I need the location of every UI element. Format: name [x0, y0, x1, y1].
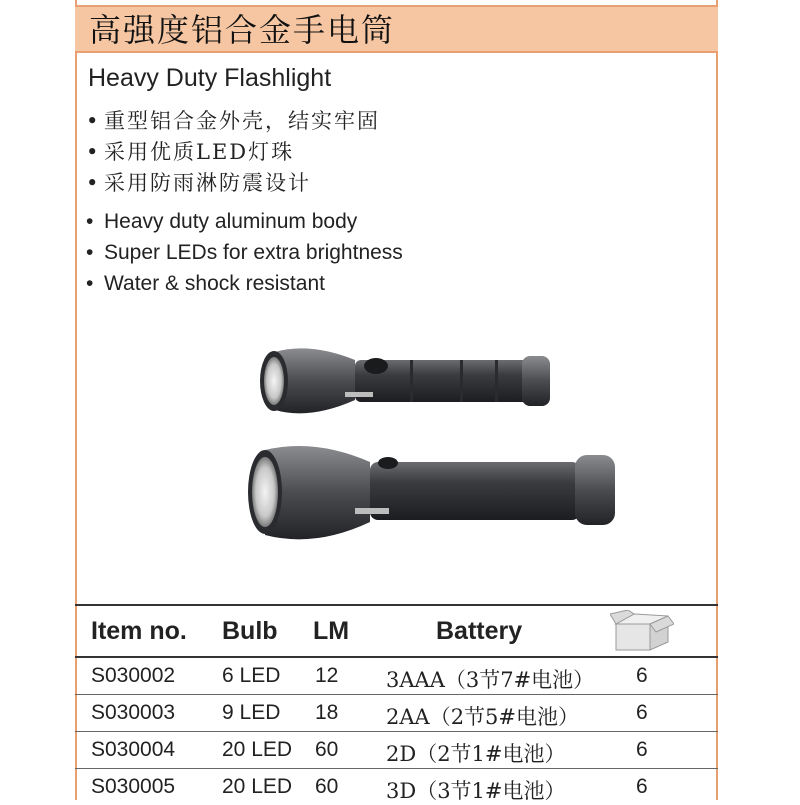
- header-bulb: Bulb: [222, 617, 278, 645]
- cell-bulb: 20 LED: [222, 775, 293, 798]
- cell-item: S030004: [91, 738, 176, 761]
- features-english: [86, 206, 403, 299]
- cell-item: S030005: [91, 775, 176, 798]
- cell-item: S030003: [91, 701, 176, 724]
- header-item: Item no.: [91, 617, 187, 645]
- cell-lm: 12: [315, 664, 339, 687]
- cell-lm: 18: [315, 701, 339, 724]
- feature-cn-item: • 采用优质LED灯珠: [86, 137, 380, 168]
- feature-cn-item: • 采用防雨淋防震设计: [86, 168, 380, 199]
- feature-en-item: • Heavy duty aluminum body: [86, 206, 403, 237]
- cell-qty: 6: [636, 738, 648, 761]
- cell-bulb: 20 LED: [222, 738, 293, 761]
- brand-logo-large: [355, 508, 389, 514]
- table-header: [75, 606, 718, 656]
- cell-qty: 6: [636, 775, 648, 798]
- cell-item: S030002: [91, 664, 176, 687]
- page-title: 高强度铝合金手电筒: [89, 11, 396, 49]
- cell-bulb: 6 LED: [222, 664, 281, 687]
- product-photo: [230, 330, 640, 570]
- title-bar: [75, 5, 718, 53]
- table-row: [75, 658, 718, 694]
- feature-en-item: • Super LEDs for extra brightness: [86, 237, 403, 268]
- table-row: [75, 732, 718, 768]
- brand-logo-small: [345, 392, 373, 397]
- cell-battery: 2D（2节1#电池）: [386, 742, 566, 766]
- flashlight-large: [248, 446, 615, 539]
- header-lm: LM: [313, 617, 350, 645]
- feature-en-item: • Water & shock resistant: [86, 268, 403, 299]
- carton-box-icon: [610, 610, 674, 652]
- cell-lm: 60: [315, 738, 339, 761]
- spec-table: [75, 604, 718, 805]
- cell-bulb: 9 LED: [222, 701, 281, 724]
- cell-qty: 6: [636, 701, 648, 724]
- features-chinese: [86, 106, 380, 199]
- cell-battery: 2AA（2节5#电池）: [386, 705, 580, 729]
- flashlight-small: [260, 348, 550, 413]
- cell-battery: 3D（3节1#电池）: [386, 779, 566, 803]
- cell-qty: 6: [636, 664, 648, 687]
- feature-cn-item: • 重型铝合金外壳，结实牢固: [86, 106, 380, 137]
- cell-battery: 3AAA（3节7#电池）: [386, 668, 595, 692]
- table-row: [75, 695, 718, 731]
- header-battery: Battery: [436, 617, 523, 645]
- cell-lm: 60: [315, 775, 339, 798]
- product-name: Heavy Duty Flashlight: [88, 64, 332, 92]
